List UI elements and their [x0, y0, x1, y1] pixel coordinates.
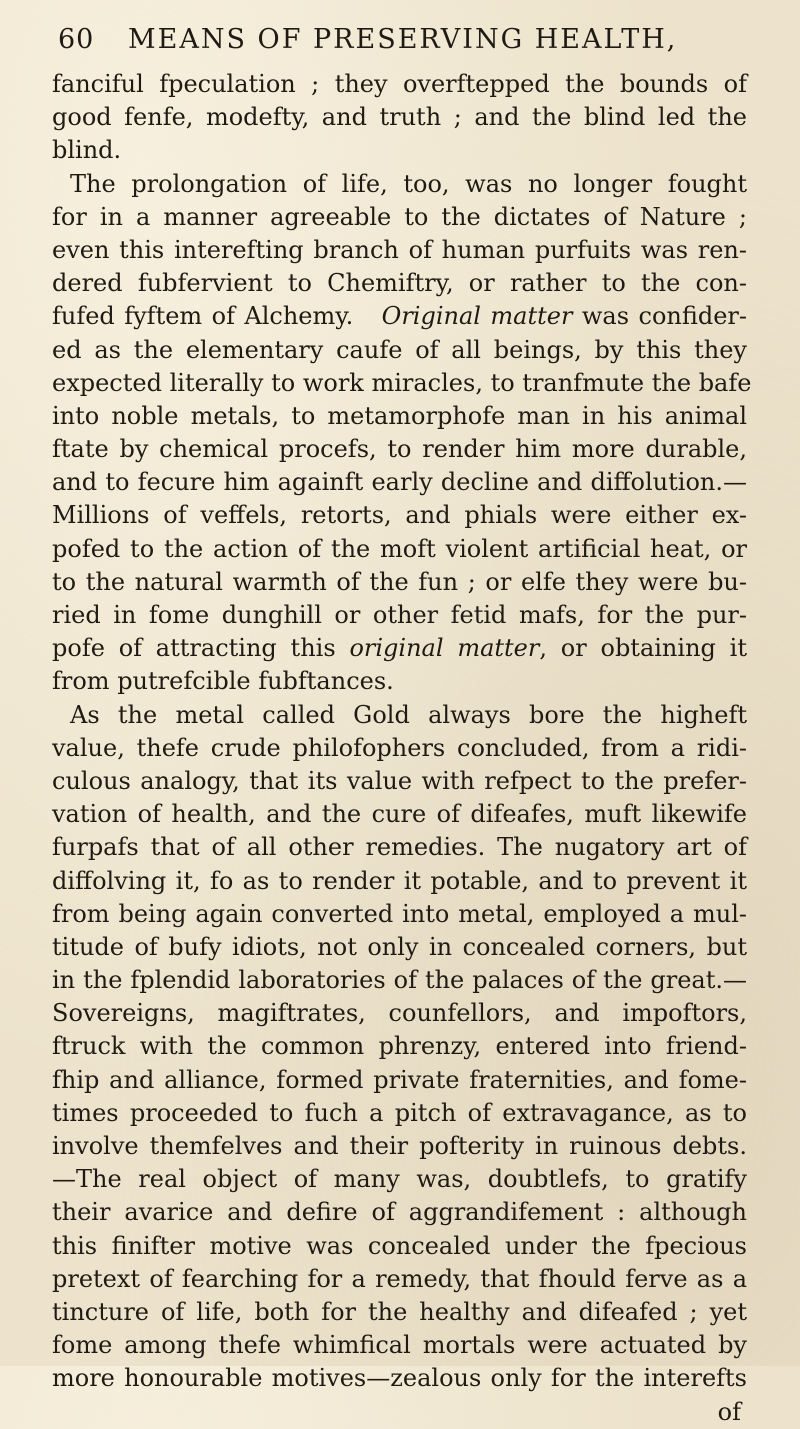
- text-fragment: pofe of attracting this: [52, 634, 336, 663]
- italic-phrase: Original matter: [381, 302, 573, 331]
- italic-phrase: original matter: [349, 634, 540, 663]
- page-number: 60: [58, 24, 95, 55]
- text-line: ed as the elementary caufe of all beings, by this they: [52, 335, 747, 364]
- text-line: fhip and alliance, formed private fraternities, and fome-: [52, 1065, 747, 1094]
- text-fragment: fufed fyftem of Alchemy.: [52, 302, 354, 331]
- text-line: blind.: [52, 136, 122, 165]
- text-line: times proceeded to fuch a pitch of extravagance, as to: [52, 1098, 747, 1127]
- text-line: Millions of veffels, retorts, and phials were either ex-: [52, 501, 747, 530]
- text-line: furpafs that of all other remedies. The nugatory art of: [52, 833, 747, 862]
- text-line: expected literally to work miracles, to tranfmute the bafe: [52, 368, 752, 397]
- body-text: [52, 68, 752, 1429]
- text-line: [52, 632, 747, 665]
- text-line: more honourable motives—zealous only for the interefts: [52, 1364, 747, 1393]
- text-line: from being again converted into metal, employed a mul-: [52, 899, 747, 928]
- text-line: diffolving it, fo as to render it potable, and to prevent it: [52, 866, 747, 895]
- text-line: The prolongation of life, too, was no longer fought: [70, 169, 747, 198]
- running-head: [52, 24, 748, 68]
- text-line: and to fecure him againft early decline and diffolution.—: [52, 468, 747, 497]
- catchword: of: [717, 1397, 741, 1426]
- text-line: to the natural warmth of the fun ; or elfe they were bu-: [52, 567, 747, 596]
- text-line: involve themfelves and their pofterity in ruinous debts.: [52, 1132, 747, 1160]
- text-line: vation of health, and the cure of difeafes, muft likewife: [52, 800, 747, 829]
- text-line: value, thefe crude philofophers concluded, from a ridi-: [52, 733, 747, 762]
- text-line: fanciful fpeculation ; they overftepped the bounds of: [52, 70, 747, 98]
- running-title: MEANS OF PRESERVING HEALTH,: [128, 24, 678, 55]
- text-fragment: was confider-: [572, 302, 748, 331]
- text-line: fome among thefe whimfical mortals were actuated by: [52, 1331, 747, 1360]
- text-line: ftruck with the common phrenzy, entered into friend-: [52, 1032, 747, 1061]
- text-line: —The real object of many was, doubtlefs, to gratify: [52, 1165, 747, 1194]
- text-fragment: , or obtaining it: [539, 634, 747, 663]
- text-line: ried in fome dunghill or other fetid mafs, for the pur-: [52, 601, 747, 629]
- text-line: into noble metals, to metamorphofe man in his animal: [52, 401, 747, 430]
- text-line: [52, 300, 747, 333]
- text-line: dered fubfervient to Chemiftry, or rather to the con-: [52, 269, 747, 298]
- text-line: pretext of fearching for a remedy, that fhould ferve as a: [52, 1264, 747, 1293]
- text-line: titude of bufy idiots, not only in concealed corners, but: [52, 932, 747, 961]
- text-line: Sovereigns, magiftrates, counfellors, and impoftors,: [52, 999, 747, 1028]
- text-line: culous analogy, that its value with refpect to the prefer-: [52, 766, 747, 795]
- text-line: their avarice and defire of aggrandifement : although: [52, 1198, 747, 1227]
- text-line: As the metal called Gold always bore the higheft: [70, 700, 747, 729]
- text-line: even this interefting branch of human purfuits was ren-: [52, 235, 747, 264]
- text-line: for in a manner agreeable to the dictates of Nature ;: [52, 202, 747, 231]
- text-line: good fenfe, modefty, and truth ; and the blind led the: [52, 103, 747, 132]
- text-line: this finifter motive was concealed under the fpecious: [52, 1231, 747, 1260]
- text-line: from putrefcible fubftances.: [52, 667, 394, 696]
- text-line: tincture of life, both for the healthy and difeafed ; yet: [52, 1297, 747, 1326]
- text-line: in the fplendid laboratories of the palaces of the great.—: [52, 966, 747, 995]
- text-line: ftate by chemical procefs, to render him more durable,: [52, 435, 747, 464]
- text-line: pofed to the action of the moft violent artificial heat, or: [52, 534, 747, 563]
